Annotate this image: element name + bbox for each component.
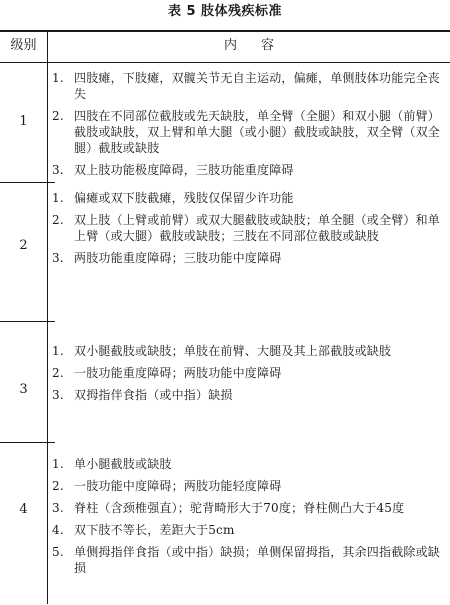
list-item — [52, 343, 448, 359]
row-level-4: 4 — [19, 502, 28, 517]
item-text: 四肢在不同部位截肢或先天缺肢，单全臂（全腿）和双小腿（前臂）截肢或缺肢，双上臂和单大腿（或小腿）截肢或缺肢，双全臂（双全腿）截肢或缺肢 — [74, 109, 441, 155]
item-text: 一肢功能中度障碍；两肢功能轻度障碍 — [74, 479, 282, 493]
item-number: 3. — [52, 388, 64, 402]
row-items-2 — [52, 190, 448, 272]
list-item — [52, 212, 448, 244]
list-item — [52, 522, 448, 538]
item-number: 1. — [52, 191, 64, 205]
list-item — [52, 387, 448, 403]
item-number: 3. — [52, 251, 64, 265]
item-number: 2. — [52, 479, 64, 493]
header-rule — [0, 62, 450, 63]
item-text: 两肢功能重度障碍；三肢功能中度障碍 — [74, 251, 282, 265]
list-item — [52, 250, 448, 266]
item-text: 双上肢功能极度障碍，三肢功能重度障碍 — [74, 163, 294, 177]
row-divider-3 — [0, 442, 55, 443]
item-number: 2. — [52, 109, 64, 123]
list-item — [52, 162, 448, 178]
item-text: 单侧拇指伴食指（或中指）缺损；单侧保留拇指，其余四指截除或缺损 — [74, 545, 441, 575]
list-item — [52, 478, 448, 494]
item-text: 双小腿截肢或缺肢；单肢在前臂、大腿及其上部截肢或缺肢 — [74, 344, 392, 358]
row-level-2: 2 — [19, 238, 28, 253]
column-divider — [47, 30, 48, 604]
item-number: 3. — [52, 163, 64, 177]
item-text: 偏瘫或双下肢截瘫，残肢仅保留少许功能 — [74, 191, 294, 205]
list-item — [52, 365, 448, 381]
item-text: 双拇指伴食指（或中指）缺损 — [74, 388, 233, 402]
item-number: 1. — [52, 457, 64, 471]
item-number: 1. — [52, 344, 64, 358]
row-items-4 — [52, 456, 448, 582]
list-item — [52, 108, 448, 156]
list-item — [52, 190, 448, 206]
row-level-1: 1 — [19, 114, 28, 129]
table-title: 表 5 肢体残疾标准 — [167, 4, 283, 19]
header-content: 内容 — [223, 38, 298, 53]
item-text: 四肢瘫，下肢瘫，双髋关节无自主运动，偏瘫，单侧肢体功能完全丧失 — [74, 71, 441, 101]
item-text: 双上肢（上臂或前臂）或双大腿截肢或缺肢；单全腿（或全臂）和单上臂（或大腿）截肢或缺肢；三肢在不同部位截肢或缺肢 — [74, 213, 441, 243]
item-number: 3. — [52, 501, 64, 515]
item-text: 双下肢不等长，差距大于5cm — [74, 523, 235, 537]
row-level-3: 3 — [19, 382, 28, 397]
list-item — [52, 70, 448, 102]
row-divider-1 — [0, 182, 55, 183]
item-text: 脊柱（含颈椎强直）；驼背畸形大于70度；脊柱侧凸大于45度 — [74, 501, 405, 515]
row-items-3 — [52, 343, 448, 409]
item-number: 2. — [52, 213, 64, 227]
item-number: 2. — [52, 366, 64, 380]
list-item — [52, 500, 448, 516]
header-level: 级别 — [10, 38, 37, 53]
item-text: 一肢功能重度障碍；两肢功能中度障碍 — [74, 366, 282, 380]
item-number: 1. — [52, 71, 64, 85]
item-text: 单小腿截肢或缺肢 — [74, 457, 172, 471]
row-divider-2 — [0, 321, 55, 322]
table-top-rule — [0, 30, 450, 32]
row-items-1 — [52, 70, 448, 184]
item-number: 4. — [52, 523, 64, 537]
list-item — [52, 544, 448, 576]
list-item — [52, 456, 448, 472]
item-number: 5. — [52, 545, 64, 559]
